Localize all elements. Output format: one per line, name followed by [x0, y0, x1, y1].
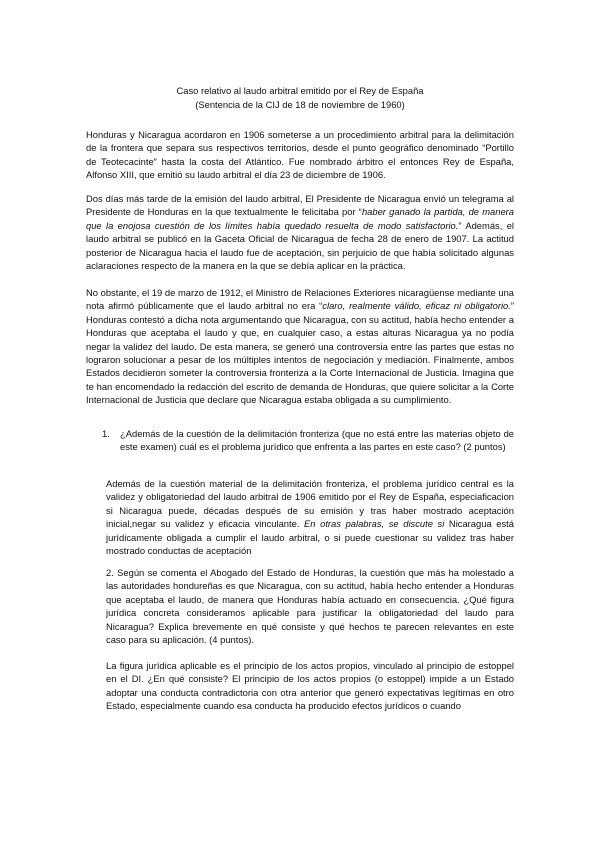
question-2-text [106, 566, 514, 646]
answer-1-text-2: Nicaragua está jurídicamente obligada a cumplir el laudo arbitral, o si puede cuestionar su validez tras haber mostrado conductas de aceptación [106, 518, 514, 557]
paragraph-controversy [86, 286, 514, 407]
paragraph-controversy-text-1: No obstante, el 19 de marzo de 1912, el Ministro de Relaciones Exteriores nicaragüense mediante una nota afirmó públicamente que el laudo arbitral no era “ [86, 287, 514, 312]
question-1 [102, 427, 514, 453]
question-2-body: Según se comenta el Abogado del Estado de Honduras, la cuestión que más ha molestado a las autoridades hondureñas es que Nicaragua, con su actitud, había hecho entender a Honduras que aceptaba el laudo, de manera que Honduras había actuado en consecuencia. ¿Qué figura jurídica concreta consideramos aplicable para justificar la obligatoriedad del laudo para Nicaragua? Explica brevemente en qué consiste y qué hechos te parecen relevantes en este caso para su aplicación. (4 puntos). [106, 567, 515, 646]
question-1-number: 1. [102, 428, 110, 439]
paragraph-telegram-text-1: Dos días más tarde de la emisión del laudo arbitral, El Presidente de Nicaragua envió un telegrama al Presidente de Honduras en la que textualmente le felicitaba por “ [86, 193, 514, 218]
paragraph-background: Honduras y Nicaragua acordaron en 1906 someterse a un procedimiento arbitral para la delimitación de la frontera que separa sus respectivos territorios, desde el punto geográfico denominado “Portillo de Teotecacinte” hasta la costa del Atlántico. Fue nombrado árbitro el entonces Rey de España, Alfonso XIII, que emitió su laudo arbitral el día 23 de diciembre de 1906. [86, 129, 514, 181]
paragraph-controversy-quote: claro, realmente válido, eficaz ni obligatorio. [322, 300, 511, 312]
paragraph-telegram [86, 192, 514, 272]
paragraph-controversy-text-2: ” Honduras contestó a dicha nota argumentando que Nicaragua, con su actitud, había hecho entender a Honduras que aceptaba el laudo y que, en cualquier caso, a estas alturas Nicaragua ya no podía negar la validez del laudo. De esta manera, se generó una controversia entre las partes que estas no lograron solucionar a pesar de los múltiples intentos de negociación y mediación. Finalmente, ambos Estados decidieron someter la controversia fronteriza a la Corte Internacional de Justicia. Imagina que te han encomendado la redacción del escrito de demanda de Honduras, que quiere solicitar a la Corte Internacional de Justicia que declare que Nicaragua estaba obligada a su cumplimiento. [86, 300, 515, 406]
answer-1 [106, 477, 514, 557]
title-line-2: (Sentencia de la CIJ de 18 de noviembre de 1960) [195, 98, 405, 110]
paragraph-telegram-quote: haber ganado la partida, de manera que la enojosa cuestión de los límites había quedado resuelta de modo satisfactorio. [86, 206, 514, 231]
answer-2: La figura jurídica aplicable es el principio de los actos propios, vinculado al principio de estoppel en el DI. ¿En qué consiste? El principio de los actos propios (o estoppel) impide a un Estado adoptar una conducta contradictoria con otra anterior que generó expectativas legítimas en otro Estado, especialmente cuando esa conducta ha producido efectos jurídicos o cuando [106, 660, 514, 712]
question-2-number: 2. [106, 567, 114, 578]
title-line-1: Caso relativo al laudo arbitral emitido por el Rey de España [176, 85, 424, 96]
answer-1-text-1: Además de la cuestión material de la delimitación fronteriza, el problema jurídico central es la validez y obligatoriedad del laudo arbitral de 1906 emitido por el Rey de España, especiaficacion si Nicaragua puede, décadas después de su emisión y tras haber mostrado aceptación inicial,negar su validez y eficacia vinculante. [106, 478, 514, 530]
paragraph-telegram-text-2: ” Además, el laudo arbitral se publicó en la Gaceta Oficial de Nicaragua de fecha 28 de enero de 1907. La actitud posterior de Nicaragua hacia el laudo fue de aceptación, sin perjuicio de que había solicitado algunas aclaraciones respecto de la manera en la que se debía aplicar en la práctica. [86, 219, 514, 272]
question-1-text: ¿Además de la cuestión de la delimitación fronteriza (que no está entre las materias objeto de este examen) cuál es el problema jurídico que enfrenta a las partes en este caso? (2 puntos) [120, 428, 514, 453]
document-title [0, 84, 600, 111]
answer-1-italic: En otras palabras, se discute si [304, 518, 445, 530]
